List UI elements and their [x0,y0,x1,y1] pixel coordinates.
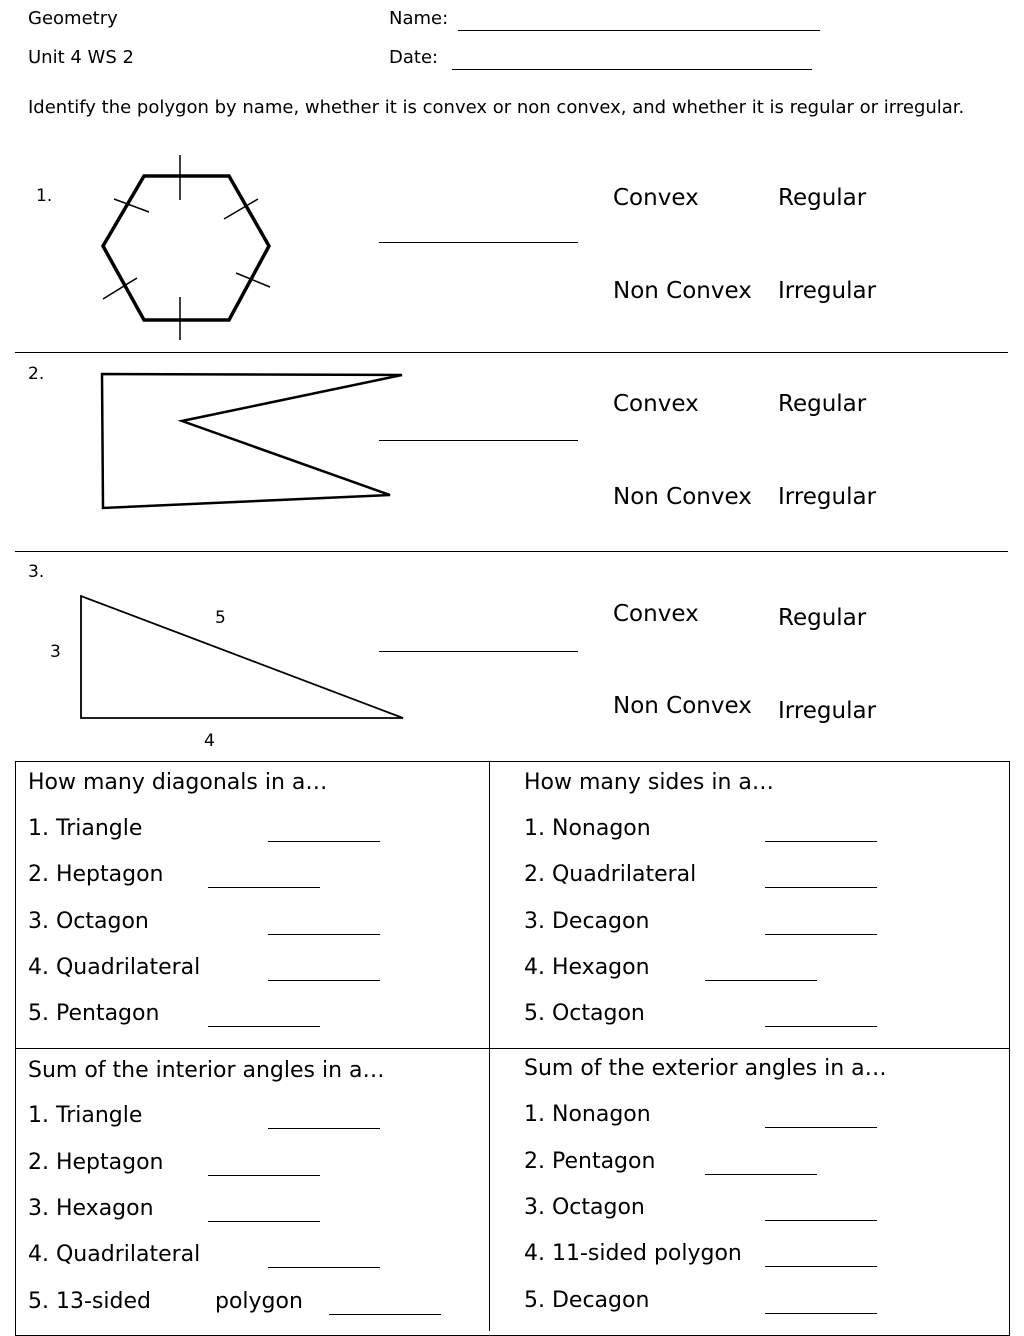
interior-item-4: 4. Quadrilateral [28,1242,201,1267]
interior-item-1: 1. Triangle [28,1103,143,1128]
diagonals-item-5: 5. Pentagon [28,1001,160,1026]
interior-blank-5[interactable] [329,1314,441,1315]
name-label: Name: [389,8,449,29]
sides-item-1: 1. Nonagon [524,816,651,841]
sides-item-2: 2. Quadrilateral [524,862,697,887]
sides-item-3: 3. Decagon [524,909,650,934]
interior-blank-3[interactable] [208,1221,320,1222]
exterior-item-3: 3. Octagon [524,1195,645,1220]
date-label: Date: [389,47,439,68]
diagonals-blank-4[interactable] [268,980,380,981]
sides-item-4: 4. Hexagon [524,955,650,980]
problem-1-regular[interactable]: Regular [778,185,867,211]
problem-1-non-convex[interactable]: Non Convex [613,278,752,304]
side-label-hypotenuse: 5 [215,608,226,628]
interior-blank-4[interactable] [268,1267,380,1268]
problem-3-convex[interactable]: Convex [613,601,699,627]
exterior-item-4: 4. 11-sided polygon [524,1241,742,1266]
interior-item-3: 3. Hexagon [28,1196,154,1221]
diagonals-item-4: 4. Quadrilateral [28,955,201,980]
diagonals-blank-1[interactable] [268,841,380,842]
exterior-item-5: 5. Decagon [524,1288,650,1313]
problem-2-irregular[interactable]: Irregular [778,484,877,510]
sides-blank-1[interactable] [765,841,877,842]
problem-2-number: 2. [28,364,45,384]
diagonals-item-3: 3. Octagon [28,909,149,934]
problem-3-answer-line[interactable] [379,651,578,652]
diagonals-blank-2[interactable] [208,887,320,888]
table-column-divider [489,761,490,1331]
interior-item-5-suffix: polygon [215,1289,303,1314]
unit-label: Unit 4 WS 2 [28,47,134,68]
problem-1-convex[interactable]: Convex [613,185,699,211]
sides-blank-3[interactable] [765,934,877,935]
problem-1-number: 1. [36,186,53,206]
exterior-blank-3[interactable] [765,1220,877,1221]
problem-2-convex[interactable]: Convex [613,391,699,417]
diagonals-blank-5[interactable] [208,1026,320,1027]
interior-heading: Sum of the interior angles in a… [28,1058,385,1083]
problem-3-number: 3. [28,562,45,582]
exterior-heading: Sum of the exterior angles in a… [524,1056,887,1081]
exterior-blank-1[interactable] [765,1127,877,1128]
problem-3-irregular[interactable]: Irregular [778,698,877,724]
sides-blank-2[interactable] [765,887,877,888]
interior-blank-2[interactable] [208,1175,320,1176]
interior-blank-1[interactable] [268,1128,380,1129]
exterior-blank-5[interactable] [765,1313,877,1314]
instructions: Identify the polygon by name, whether it is convex or non convex, and whether it is regular or irregular. [28,97,965,118]
side-label-left: 3 [50,642,61,662]
problem-3-non-convex[interactable]: Non Convex [613,693,752,719]
diagonals-item-1: 1. Triangle [28,816,143,841]
exterior-item-2: 2. Pentagon [524,1149,656,1174]
table-row-divider [15,1048,1010,1049]
right-triangle-shape [81,596,403,718]
course-title: Geometry [28,8,118,29]
diagonals-heading: How many diagonals in a… [28,770,328,795]
sides-blank-4[interactable] [705,980,817,981]
interior-item-2: 2. Heptagon [28,1150,164,1175]
diagonals-item-2: 2. Heptagon [28,862,164,887]
diagonals-blank-3[interactable] [268,934,380,935]
sides-item-5: 5. Octagon [524,1001,645,1026]
problem-3-regular[interactable]: Regular [778,605,867,631]
sides-heading: How many sides in a… [524,770,774,795]
interior-item-5: 5. 13-sided [28,1289,151,1314]
problem-1-irregular[interactable]: Irregular [778,278,877,304]
exterior-blank-2[interactable] [705,1174,817,1175]
side-label-bottom: 4 [204,731,215,751]
exterior-item-1: 1. Nonagon [524,1102,651,1127]
problem-2-regular[interactable]: Regular [778,391,867,417]
exterior-blank-4[interactable] [765,1266,877,1267]
sides-blank-5[interactable] [765,1026,877,1027]
problem-2-non-convex[interactable]: Non Convex [613,484,752,510]
